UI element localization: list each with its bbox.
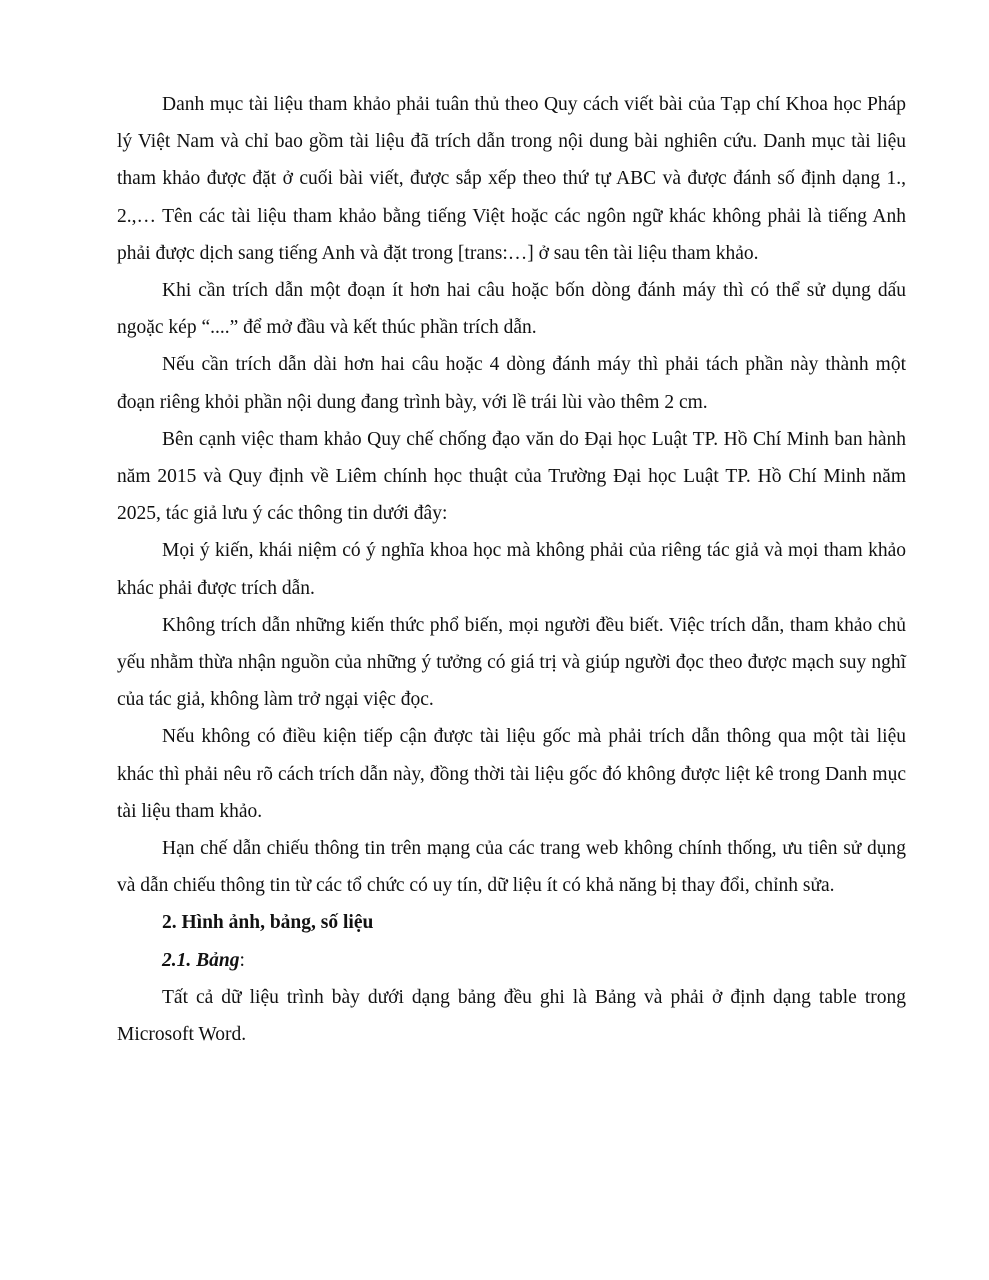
subsection-suffix: : [239, 949, 245, 971]
subsection-title: 2.1. Bảng [162, 949, 240, 971]
paragraph-short-quote: Khi cần trích dẫn một đoạn ít hơn hai câu hoặc bốn dòng đánh máy thì có thể sử dụng dấu ngoặc kép “....” để mở đầu và kết thúc phần trích dẫn. [117, 280, 906, 339]
paragraph-common-knowledge: Không trích dẫn những kiến thức phổ biến, mọi người đều biết. Việc trích dẫn, tham khảo chủ yếu nhằm thừa nhận nguồn của những ý tưởng có giá trị và giúp người đọc theo được mạch suy nghĩ của tác giả, không làm trở ngại việc đọc. [117, 614, 906, 711]
document-page [117, 86, 906, 1053]
paragraph-cite-ideas: Mọi ý kiến, khái niệm có ý nghĩa khoa học mà không phải của riêng tác giả và mọi tham khảo khác phải được trích dẫn. [117, 540, 906, 599]
paragraph-plagiarism-rules: Bên cạnh việc tham khảo Quy chế chống đạo văn do Đại học Luật TP. Hồ Chí Minh ban hành năm 2015 và Quy định về Liêm chính học thuật của Trường Đại học Luật TP. Hồ Chí Minh năm 2025, tác giả lưu ý các thông tin dưới đây: [117, 428, 906, 525]
paragraph-references-rule: Danh mục tài liệu tham khảo phải tuân thủ theo Quy cách viết bài của Tạp chí Khoa học Pháp lý Việt Nam và chỉ bao gồm tài liệu đã trích dẫn trong nội dung bài nghiên cứu. Danh mục tài liệu tham khảo được đặt ở cuối bài viết, được sắp xếp theo thứ tự ABC và được đánh số định dạng 1., 2.,… Tên các tài liệu tham khảo bằng tiếng Việt hoặc các ngôn ngữ khác không phải là tiếng Anh phải được dịch sang tiếng Anh và đặt trong [trans:…] ở sau tên tài liệu tham khảo. [117, 94, 906, 264]
paragraph-long-quote: Nếu cần trích dẫn dài hơn hai câu hoặc 4 dòng đánh máy thì phải tách phần này thành một đoạn riêng khỏi phần nội dung đang trình bày, với lề trái lùi vào thêm 2 cm. [117, 354, 906, 413]
section-heading: 2. Hình ảnh, bảng, số liệu [162, 912, 374, 934]
subsection-heading [117, 942, 906, 979]
paragraph-web-sources: Hạn chế dẫn chiếu thông tin trên mạng của các trang web không chính thống, ưu tiên sử dụng và dẫn chiếu thông tin từ các tổ chức có uy tín, dữ liệu ít có khả năng bị thay đổi, chỉnh sửa. [117, 838, 906, 897]
paragraph-secondary-source: Nếu không có điều kiện tiếp cận được tài liệu gốc mà phải trích dẫn thông qua một tài liệu khác thì phải nêu rõ cách trích dẫn này, đồng thời tài liệu gốc đó không được liệt kê trong Danh mục tài liệu tham khảo. [117, 726, 906, 822]
paragraph-table-rule: Tất cả dữ liệu trình bày dưới dạng bảng đều ghi là Bảng và phải ở định dạng table trong Microsoft Word. [117, 986, 906, 1046]
